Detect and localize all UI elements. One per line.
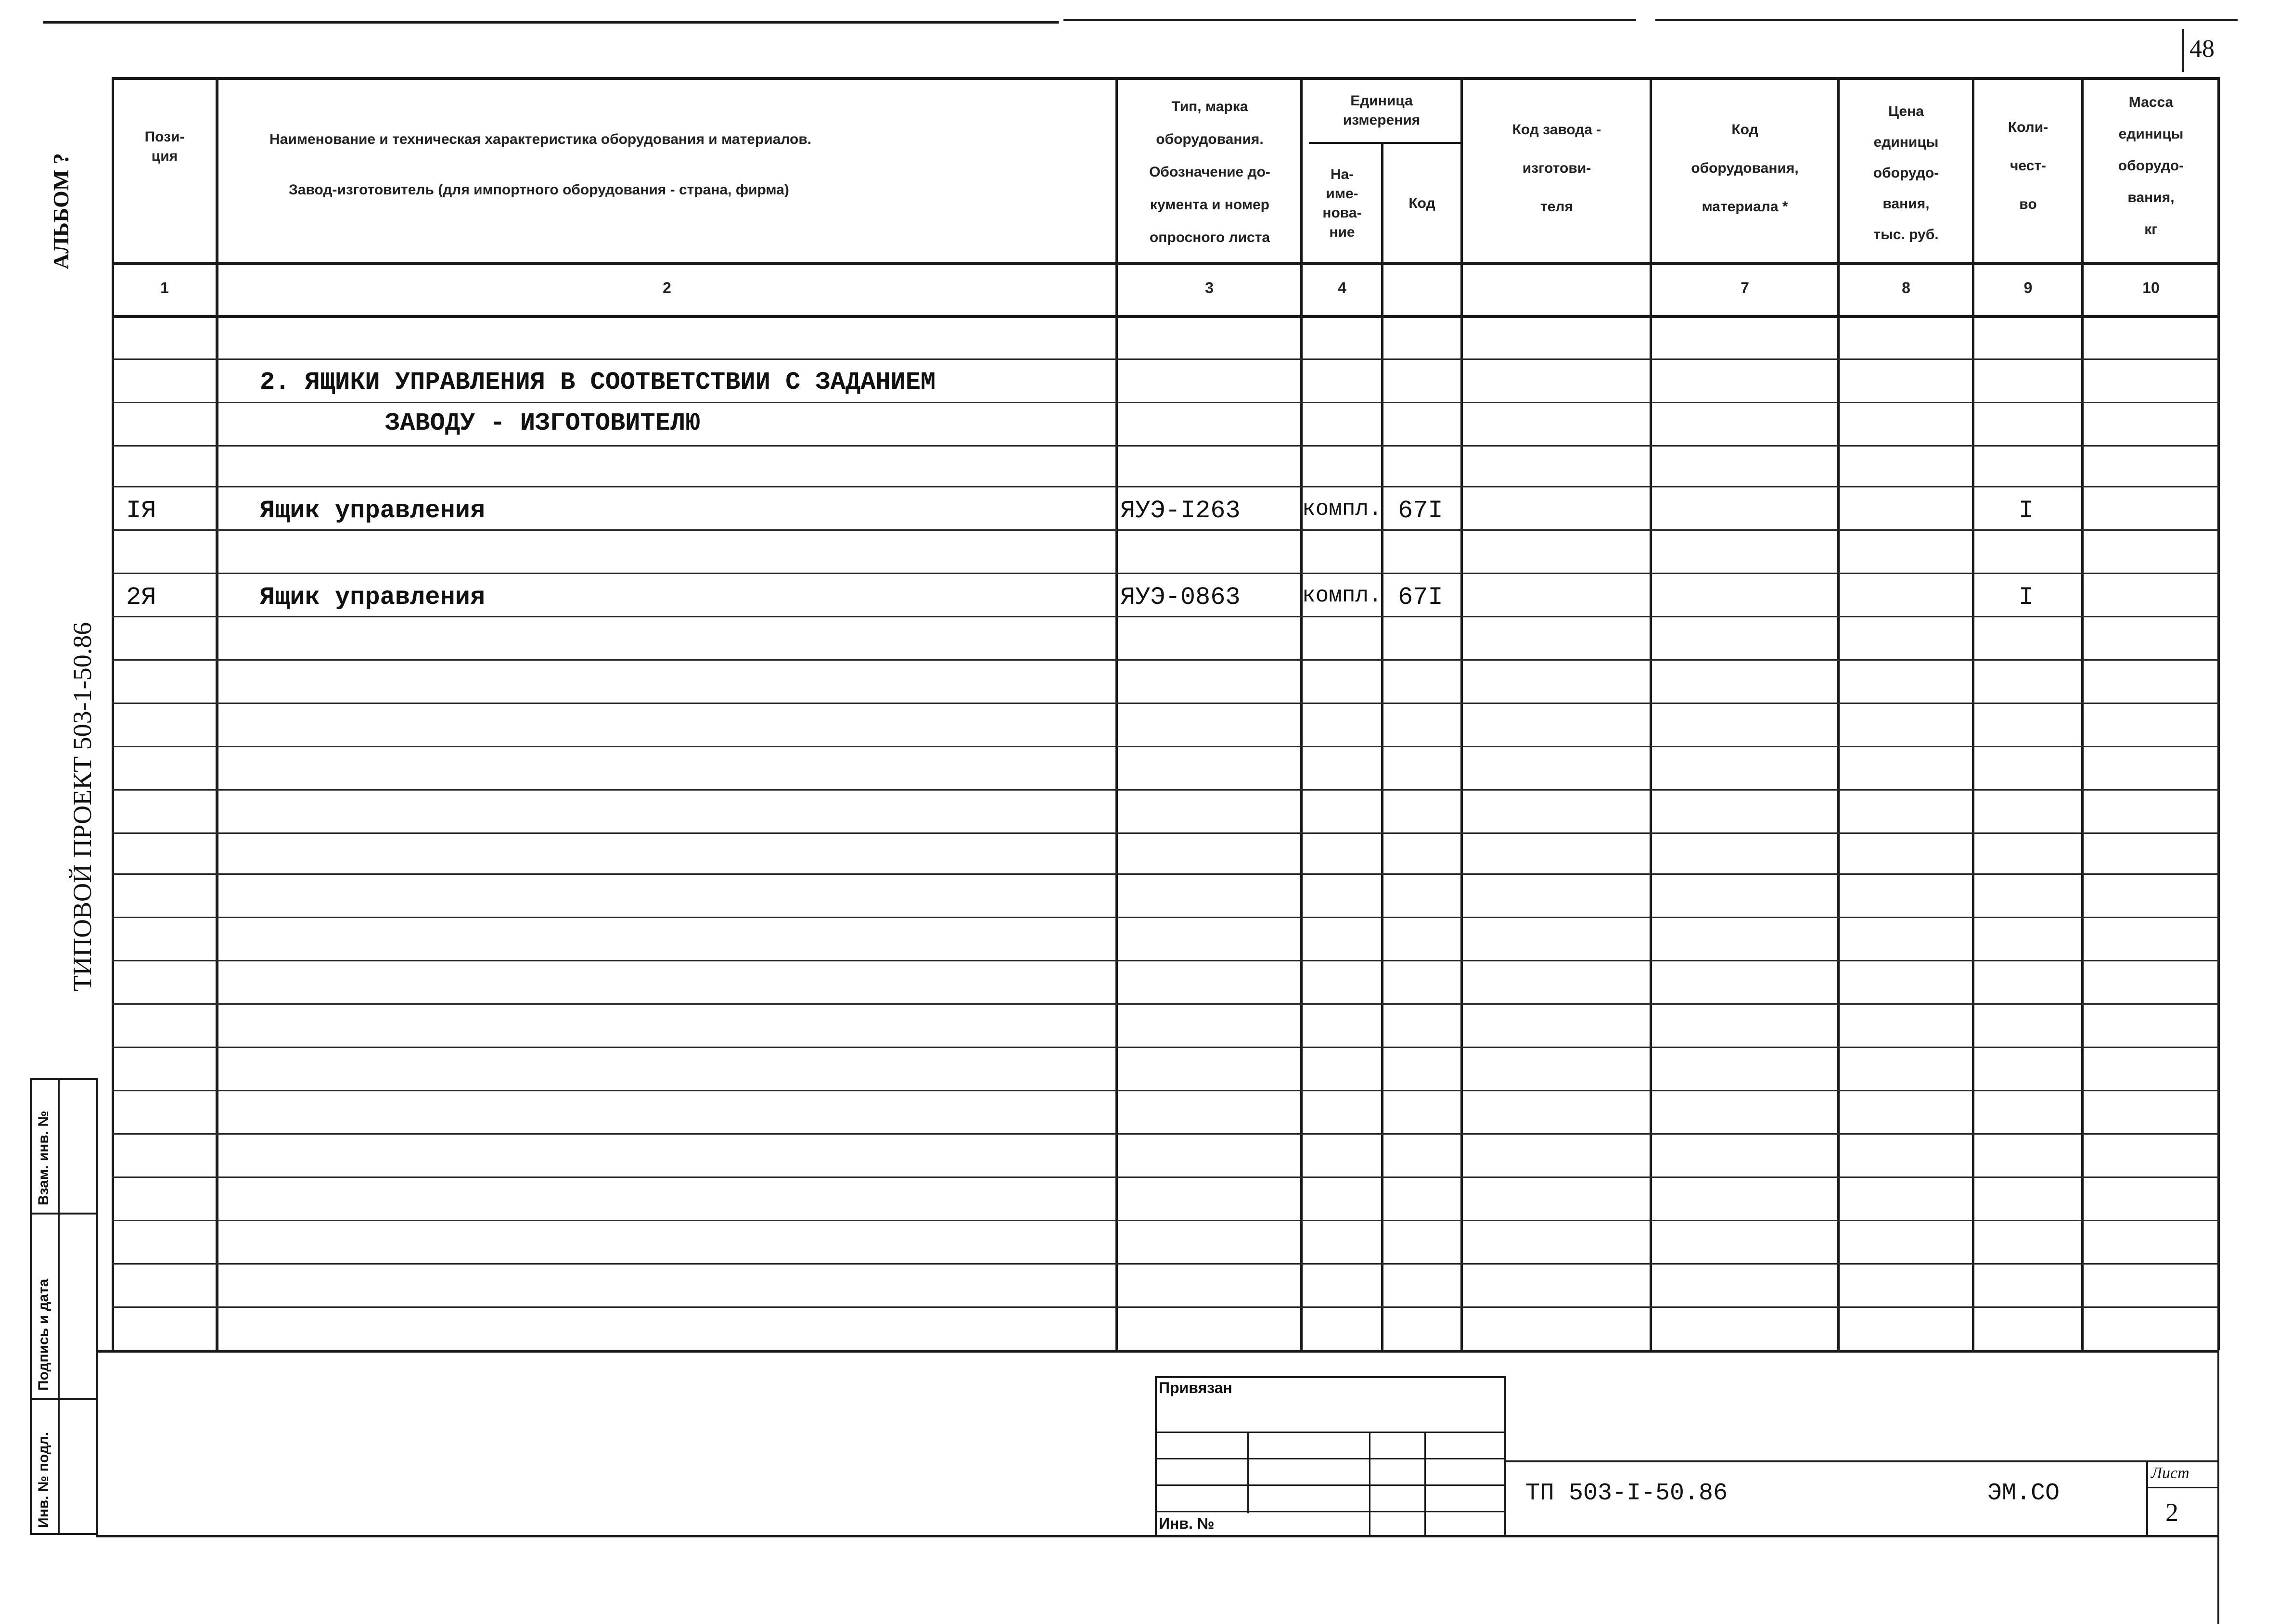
row-name: Ящик управления <box>260 497 486 525</box>
row-position: IЯ <box>126 497 156 525</box>
stamp-replace-inv: Взам. инв. № <box>36 1111 51 1205</box>
album-label: АЛЬБОМ ? <box>49 153 73 269</box>
section-title-line1: 2. ЯЩИКИ УПРАВЛЕНИЯ В СООТВЕТСТВИИ С ЗАДАНИЕМ <box>260 368 936 396</box>
colnum-2: 2 <box>663 279 671 296</box>
col-sep-8 <box>1972 77 1974 1350</box>
row-name: Ящик управления <box>260 583 486 612</box>
header-col3: Тип, марка оборудования. Обозначение до- кумента и номер опросного листа <box>1149 98 1270 245</box>
header-col8: Цена единицы оборудо- вания, тыс. руб. <box>1873 103 1939 243</box>
top-border-mid <box>1063 19 1636 21</box>
colnum-bottom-line <box>112 315 2219 318</box>
unit-subheader-line <box>1309 142 1463 144</box>
header-col4-group: Единица измерения <box>1343 93 1421 128</box>
header-col2-line1: Наименование и техническая характеристика оборудования и материалов. <box>269 131 812 147</box>
sheet-label: Лист <box>2151 1464 2189 1482</box>
frame-top <box>112 77 2219 80</box>
header-col7: Код оборудования, материала * <box>1691 122 1799 215</box>
col-sep-1 <box>216 77 218 1350</box>
colnum-1: 1 <box>160 279 169 296</box>
colnum-7: 7 <box>1741 279 1749 296</box>
row-unit: компл. <box>1302 497 1382 522</box>
attached-label: Привязан <box>1159 1379 1232 1396</box>
sheet-number: 2 <box>2165 1498 2178 1527</box>
col-sep-5 <box>1460 77 1463 1350</box>
frame-left <box>112 77 114 1350</box>
row-type: ЯУЭ-0863 <box>1120 583 1241 612</box>
project-label: ТИПОВОЙ ПРОЕКТ 503-1-50.86 <box>68 622 97 991</box>
top-border-left <box>43 21 1059 24</box>
page-number-box-left <box>2182 29 2184 72</box>
header-bottom-line <box>112 262 2219 265</box>
colnum-9: 9 <box>2023 279 2033 296</box>
frame-right <box>2217 77 2220 1350</box>
col-sep-7 <box>1837 77 1840 1350</box>
inv-no-label: Инв. № <box>1159 1515 1215 1532</box>
header-col2-line2: Завод-изготовитель (для импортного оборудования - страна, фирма) <box>289 182 789 198</box>
col-sep-9 <box>2081 77 2084 1350</box>
row-unit: компл. <box>1302 583 1382 608</box>
row-qty: I <box>2019 497 2034 525</box>
doc-mark: ЭМ.СО <box>1987 1480 2060 1507</box>
row-position: 2Я <box>126 583 156 612</box>
col-sep-2 <box>1115 77 1118 1350</box>
colnum-8: 8 <box>1902 279 1910 296</box>
page-number: 48 <box>2189 35 2215 63</box>
col-sep-3 <box>1300 77 1303 1350</box>
row-unit-code: 67I <box>1398 583 1443 612</box>
header-col10: Масса единицы оборудо- вания, кг <box>2118 94 2184 237</box>
section-title-line2: ЗАВОДУ - ИЗГОТОВИТЕЛЮ <box>385 409 701 437</box>
row-unit-code: 67I <box>1398 497 1443 525</box>
header-col1: Пози- ция <box>144 129 185 164</box>
stamp-inv-original: Инв. № подл. <box>36 1432 51 1528</box>
doc-code: ТП 503-I-50.86 <box>1525 1480 1728 1507</box>
colnum-4: 4 <box>1338 279 1346 296</box>
colnum-3: 3 <box>1205 279 1214 296</box>
row-type: ЯУЭ-I263 <box>1120 497 1241 525</box>
header-col5: Код завода - изготови- теля <box>1512 122 1601 215</box>
header-col4b: Код <box>1408 195 1435 211</box>
header-col4a: На- име- нова- ние <box>1322 166 1362 240</box>
header-col9: Коли- чест- во <box>2008 119 2049 212</box>
col-sep-6 <box>1650 77 1652 1350</box>
top-border-right <box>1655 19 2238 21</box>
stamp-signature-date: Подпись и дата <box>36 1279 51 1391</box>
colnum-10: 10 <box>2142 279 2160 296</box>
frame-bottom <box>96 1535 2219 1537</box>
row-qty: I <box>2019 583 2034 612</box>
